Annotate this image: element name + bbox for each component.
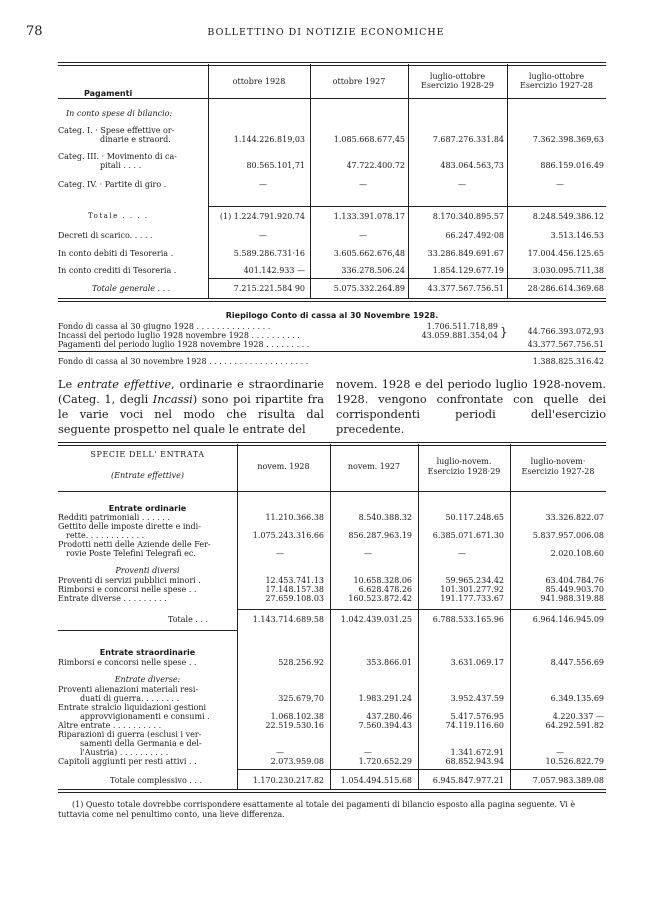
table2-col-header: novem. 1928 bbox=[257, 462, 310, 471]
table2-cell: 8.447.556.69 bbox=[550, 658, 604, 667]
table1-cell: 7.687.276.331.84 bbox=[432, 135, 504, 144]
table2-cell: 6.628.478.26 bbox=[358, 585, 412, 594]
table2-header-rule bbox=[58, 491, 606, 492]
table2-subsection-title: Proventi diversi bbox=[115, 566, 180, 575]
table2-label-header: SPECIE DELL' ENTRATA bbox=[90, 450, 205, 459]
table1-cell: — bbox=[359, 231, 367, 240]
table2-col-divider bbox=[330, 444, 331, 789]
table1-row-label: In conto debiti di Tesoreria . bbox=[58, 249, 174, 258]
table2-cell: — bbox=[458, 549, 466, 558]
table2-cell: 8.540.388.32 bbox=[358, 513, 412, 522]
table2-row-label: samenti della Germania e del- bbox=[80, 739, 202, 748]
table2-cell: 12.453.741.13 bbox=[265, 576, 324, 585]
table2-cell: — bbox=[556, 748, 564, 757]
table2-row-label: Riparazioni di guerra (esclusi i ver- bbox=[58, 730, 202, 739]
table2-cell: 1.983.291.24 bbox=[358, 694, 412, 703]
cash-summary-label: Fondo di cassa al 30 novembre 1928 . . . . . . . . . . . . . . . . . . . . bbox=[58, 357, 309, 366]
table2-row-label: rovie Poste Telefini Telegrafi ec. bbox=[66, 549, 196, 558]
table1-cell: — bbox=[259, 180, 267, 189]
table2-section-rule bbox=[58, 630, 237, 631]
prose-text: entrate effettive bbox=[77, 378, 172, 391]
table1-header-rule bbox=[58, 98, 606, 99]
table2-cell: 353.866.01 bbox=[366, 658, 412, 667]
table2-cell: 3.631.069.17 bbox=[450, 658, 504, 667]
table1-col-divider bbox=[208, 64, 209, 298]
table2-cell: 160.523.872.42 bbox=[348, 594, 412, 603]
table2-cell: 5.417.576.95 bbox=[450, 712, 504, 721]
table1-cell: 5.075.332.264.89 bbox=[333, 284, 405, 293]
table2-cell: 17.148.157.38 bbox=[265, 585, 324, 594]
table2-cell: 3.952.437.59 bbox=[450, 694, 504, 703]
table1-cell: 17.004.456.125.65 bbox=[527, 249, 604, 258]
table2-row-label: l'Austria) . . . . . . . . . . bbox=[80, 748, 169, 757]
table1-col-header: luglio-ottobre bbox=[429, 72, 486, 81]
table1-section-label: In conto spese di bilancio: bbox=[66, 109, 173, 118]
table2-row-label: Proventi di servizi pubblici minori . bbox=[58, 576, 201, 585]
table2-cell: 6.385.071.671.30 bbox=[432, 531, 504, 540]
table2-grand-total-rule bbox=[237, 769, 606, 770]
page-number: 78 bbox=[26, 24, 43, 39]
table1-cell: — bbox=[259, 231, 267, 240]
table2-row-label: Prodotti netti delle Aziende delle Fer- bbox=[58, 540, 211, 549]
table1-cell: 8.170.340.895.57 bbox=[432, 212, 504, 221]
table2-cell: 10.526.822.79 bbox=[545, 757, 604, 766]
table2-col-divider bbox=[418, 444, 419, 789]
table2-row-label: approvvigionamenti e consumi . bbox=[80, 712, 210, 721]
table2-cell: — bbox=[364, 549, 372, 558]
table2-col-divider bbox=[237, 444, 238, 789]
table2-cell: 1.075.243.316.66 bbox=[252, 531, 324, 540]
prose-text: Le bbox=[58, 378, 78, 391]
table2-col-header: luglio-novem. bbox=[436, 457, 492, 466]
table2-row-label: Rimborsi e concorsi nelle spese . . bbox=[58, 585, 197, 594]
table1-cell: 8.248.549.386.12 bbox=[532, 212, 604, 221]
table1-cell: 33.286.849.691.67 bbox=[427, 249, 504, 258]
table2-cell: 22.519.530.16 bbox=[265, 721, 324, 730]
table1-row-label: pitali . . . . bbox=[100, 161, 142, 170]
table1-cell: 886.159.016.49 bbox=[540, 161, 604, 170]
table2-cell: 6.788.533.165.96 bbox=[432, 615, 504, 624]
table2-cell: 1.720.652.29 bbox=[358, 757, 412, 766]
table1-total-label: Totale . . . . bbox=[88, 212, 149, 220]
table2-cell: 1.143.714.689.58 bbox=[252, 615, 324, 624]
table2-cell: 5.837.957.006.08 bbox=[532, 531, 604, 540]
table2-section-title: Entrate straordinarie bbox=[99, 648, 196, 657]
table2-cell: — bbox=[364, 748, 372, 757]
table2-section-title: Entrate ordinarie bbox=[108, 504, 187, 513]
table2-cell: 6.945.847.977.21 bbox=[432, 776, 504, 785]
table2-cell: 63.404.784.76 bbox=[545, 576, 604, 585]
table1-cell: 3.030.095.711,38 bbox=[532, 266, 604, 275]
table1-row-label: In conto crediti di Tesoreria . bbox=[58, 266, 177, 275]
table2-cell: 6.964.146.945.09 bbox=[532, 615, 604, 624]
table1-cell: 1.085.668.677,45 bbox=[333, 135, 405, 144]
table1-col-divider bbox=[507, 64, 508, 298]
table1-cell: 1.133.391.078.17 bbox=[333, 212, 405, 221]
table2-cell: — bbox=[276, 549, 284, 558]
page-header-title: BOLLETTINO DI NOTIZIE ECONOMICHE bbox=[207, 27, 445, 38]
table2-cell: 856.287.963.19 bbox=[348, 531, 412, 540]
prose-text: Incassi bbox=[152, 393, 193, 406]
table1-cell: 5.589.286.731·16 bbox=[233, 249, 305, 258]
table2-cell: 1.068.102.38 bbox=[270, 712, 324, 721]
table1-grand-total-rule bbox=[208, 278, 606, 279]
table1-cell: 7.362.398.369,63 bbox=[532, 135, 604, 144]
table1-row-label: Decreti di scarico. . . . . bbox=[58, 231, 153, 240]
table2-col-header: novem. 1927 bbox=[347, 462, 401, 471]
table1-top-rule bbox=[58, 62, 606, 66]
cash-summary-value: 43.377.567.756.51 bbox=[527, 340, 604, 349]
table1-total-rule bbox=[208, 206, 606, 207]
table1-cell: 3.605.662.676,48 bbox=[333, 249, 405, 258]
table2-subsection-title: Entrate diverse: bbox=[114, 675, 181, 684]
table2-cell: 1.042.439.031.25 bbox=[340, 615, 412, 624]
table1-col-header: Esercizio 1927-28 bbox=[520, 81, 593, 90]
prose-left bbox=[58, 377, 324, 437]
table2-row-label: Redditi patrimoniali . . . . . . bbox=[58, 513, 170, 522]
table2-cell: 68.852.943.94 bbox=[445, 757, 504, 766]
table1-row-label: Categ. III. · Movimento di ca- bbox=[58, 152, 178, 161]
table2-row-label: Gettito delle imposte dirette e indi- bbox=[58, 522, 201, 531]
table2-cell: 528.256.92 bbox=[278, 658, 324, 667]
table2-col-divider bbox=[510, 444, 511, 789]
table1-col-header: ottobre 1928 bbox=[232, 77, 286, 86]
table2-row-label: Capitoli aggiunti per resti attivi . . bbox=[58, 757, 197, 766]
table2-cell: 27.659.108.03 bbox=[265, 594, 324, 603]
table1-cell: 1.854.129.677.19 bbox=[432, 266, 504, 275]
table1-cell: — bbox=[458, 180, 466, 189]
table2-total-label: Totale . . . bbox=[168, 615, 209, 624]
cash-summary-rule bbox=[58, 351, 606, 352]
table2-cell: 1.054.494.515.68 bbox=[340, 776, 412, 785]
table2-cell: 4.220.337 — bbox=[552, 712, 604, 721]
table2-cell: 941.988.319.88 bbox=[540, 594, 604, 603]
table1-row-label: dinarie e straord. bbox=[100, 135, 171, 144]
brace: } bbox=[500, 325, 508, 339]
cash-summary-value: 1.388.825.316.42 bbox=[532, 357, 604, 366]
cash-summary-title: Riepilogo Conto di cassa al 30 Novembre 1928. bbox=[225, 311, 439, 320]
table1-grand-total-label: Totale generale . . . bbox=[92, 284, 171, 293]
cash-summary-value: 43.059.881.354,04 bbox=[421, 331, 498, 340]
table2-total-rule bbox=[237, 609, 606, 610]
prose-text: novem. 1928 e del periodo luglio 1928-novem. 1928. vengono confrontate con quelle dei corrispondenti periodi dell'esercizio precedente. bbox=[336, 378, 606, 436]
table2-cell: 1.341.672.91 bbox=[450, 748, 504, 757]
table2-cell: — bbox=[276, 748, 284, 757]
table1-cell: 43.377.567.756.51 bbox=[427, 284, 504, 293]
table2-row-label: Rimborsi e concorsi nelle spese . . bbox=[58, 658, 197, 667]
table1-cell: — bbox=[556, 180, 564, 189]
cash-summary-value: 1.706.511.718,89 bbox=[426, 322, 498, 331]
table2-col-header: Esercizio 1927-28 bbox=[521, 467, 595, 476]
table2-col-header: Esercizio 1928·29 bbox=[427, 467, 501, 476]
cash-summary-label: Fondo di cassa al 30 giugno 1928 . . . . . . . . . . . . . . . bbox=[58, 322, 271, 331]
table2-cell: 59.965.234.42 bbox=[445, 576, 504, 585]
table2-cell: 64.292.591.82 bbox=[545, 721, 604, 730]
table2-cell: 101.301.277.92 bbox=[440, 585, 504, 594]
table1-cell: 7.215.221.584 90 bbox=[233, 284, 305, 293]
table1-col-header: ottobre 1927 bbox=[332, 77, 386, 86]
table2-cell: 7.560.394.43 bbox=[358, 721, 412, 730]
table1-cell: 483.064.563,73 bbox=[440, 161, 504, 170]
table1-row-label: Categ. IV. · Partite di giro . bbox=[58, 180, 167, 189]
table2-row-label: Entrate diverse . . . . . . . . . bbox=[58, 594, 167, 603]
table1-cell: 80.565.101,71 bbox=[246, 161, 305, 170]
table2-cell: 11.210.366.38 bbox=[265, 513, 324, 522]
table2-cell: 74.119.116.60 bbox=[445, 721, 504, 730]
table1-cell: 1.144.226.819,03 bbox=[233, 135, 305, 144]
table2-top-rule bbox=[58, 442, 606, 446]
table2-cell: 2.020.108.60 bbox=[550, 549, 604, 558]
table1-label-header: Pagamenti bbox=[84, 89, 133, 98]
table2-cell: 7.057.983.389.08 bbox=[532, 776, 604, 785]
table2-col-header: luglio-novem· bbox=[530, 457, 586, 466]
prose-text: ) sono poi ripartite fra le varie voci nel modo che risulta dal seguente prospetto nel quale le entrate del bbox=[58, 393, 324, 436]
cash-summary-sum: 44.766.393.072,93 bbox=[527, 327, 604, 336]
table2-cell: 85.449.903.70 bbox=[545, 585, 604, 594]
table1-col-divider bbox=[310, 64, 311, 298]
table2-cell: 2.073.959.08 bbox=[270, 757, 324, 766]
table1-col-header: luglio-ottobre bbox=[528, 72, 585, 81]
table2-cell: 10.658.328.06 bbox=[353, 576, 412, 585]
table1-cell: 66.247.492·08 bbox=[445, 231, 504, 240]
table2-row-label: Proventi alienazioni materiali resi- bbox=[58, 685, 199, 694]
table2-row-label: duati di guerra. . . . . . . . bbox=[80, 694, 180, 703]
table2-cell: 33.326.822.07 bbox=[545, 513, 604, 522]
table2-cell: 6.349.135.69 bbox=[550, 694, 604, 703]
table2-row-label: Altre entrate . . . . . . . . . . bbox=[58, 721, 162, 730]
table2-cell: 50.117.248.65 bbox=[445, 513, 504, 522]
table2-label-subheader: (Entrate effettive) bbox=[111, 471, 184, 480]
table1-col-header: Esercizio 1928-29 bbox=[421, 81, 494, 90]
footnote: (1) Questo totale dovrebbe corrispondere esattamente al totale dei pagamenti di bilancio esposto alla pagina seguente. Vi è tuttavia come nel penultimo conto, una lieve differenza. bbox=[58, 800, 576, 819]
table1-row-label: Categ. I. · Spese effettive or- bbox=[58, 126, 175, 135]
table1-cell: 47.722.400.72 bbox=[346, 161, 405, 170]
table2-row-label: Entrate stralcio liquidazioni gestioni bbox=[58, 703, 207, 712]
table1-cell: 28·286.614.369.68 bbox=[527, 284, 604, 293]
table2-cell: 437.280.46 bbox=[366, 712, 412, 721]
table1-cell: (1) 1.224.791.920.74 bbox=[219, 212, 305, 221]
table1-cell: 3.513.146.53 bbox=[550, 231, 604, 240]
table2-cell: 191.177.733.67 bbox=[440, 594, 504, 603]
table1-cell: — bbox=[359, 180, 367, 189]
prose-right bbox=[336, 377, 606, 437]
table2-grand-total-label: Totale complessivo . . . bbox=[110, 776, 203, 785]
cash-summary-label: Incassi del periodo luglio 1928 novembre 1928 . . . . . . . . . . bbox=[58, 331, 300, 340]
prose-text: , ordinarie e straordinarie (Categ. 1, degli bbox=[58, 378, 324, 406]
table2-row-label: rette. . . . . . . . . . . . bbox=[66, 531, 145, 540]
table1-cell: 336.278.506.24 bbox=[341, 266, 405, 275]
table2-bottom-rule bbox=[58, 789, 606, 793]
table2-cell: 1.170.230.217.82 bbox=[252, 776, 324, 785]
table1-bottom-rule bbox=[58, 298, 606, 302]
table1-cell: 401.142.933 — bbox=[243, 266, 305, 275]
table2-cell: 325.679,70 bbox=[278, 694, 324, 703]
table1-col-divider bbox=[408, 64, 409, 298]
cash-summary-label: Pagamenti del periodo luglio 1928 novembre 1928 . . . . . . . . . bbox=[58, 340, 310, 349]
